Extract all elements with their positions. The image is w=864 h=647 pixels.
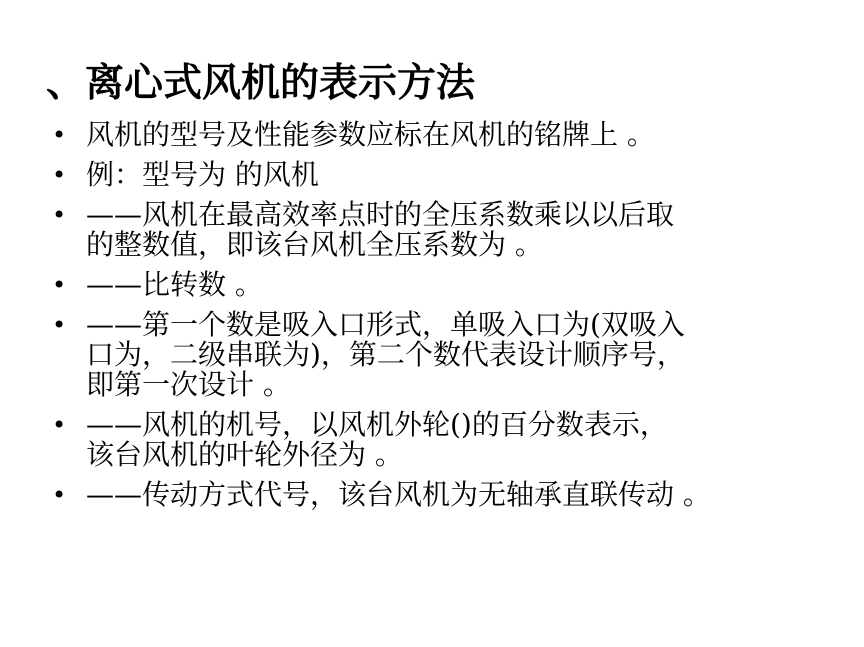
list-item xyxy=(52,270,842,300)
bullet-text: ——风机在最高效率点时的全压系数乘以以后取 的整数值，即该台风机全压系数为 。 xyxy=(86,198,675,261)
list-item xyxy=(52,200,842,260)
bullet-icon: • xyxy=(52,311,67,339)
slide-title: 、离心式风机的表示方法 xyxy=(46,61,476,106)
bullet-icon: • xyxy=(52,271,67,299)
bullet-icon: • xyxy=(52,121,67,149)
bullet-text: ——传动方式代号，该台风机为无轴承直联传动 。 xyxy=(86,478,711,511)
list-item xyxy=(52,310,842,400)
bullet-text: 例：型号为 的风机 xyxy=(86,158,319,191)
bullet-icon: • xyxy=(52,481,67,509)
bullet-text: ——第一个数是吸入口形式，单吸入口为(双吸入 口为，二级串联为)，第二个数代表设计顺序号， 即第一次设计 。 xyxy=(86,308,685,401)
list-item xyxy=(52,480,842,510)
list-item xyxy=(52,120,842,150)
list-item xyxy=(52,410,842,470)
bullet-text: 风机的型号及性能参数应标在风机的铭牌上 。 xyxy=(86,118,655,151)
bullet-icon: • xyxy=(52,201,67,229)
bullet-text: ——比转数 。 xyxy=(86,268,263,301)
bullet-list xyxy=(52,120,842,520)
bullet-icon: • xyxy=(52,161,67,189)
bullet-text: ——风机的机号，以风机外轮()的百分数表示， 该台风机的叶轮外径为 。 xyxy=(86,408,668,471)
list-item xyxy=(52,160,842,190)
bullet-icon: • xyxy=(52,411,67,439)
